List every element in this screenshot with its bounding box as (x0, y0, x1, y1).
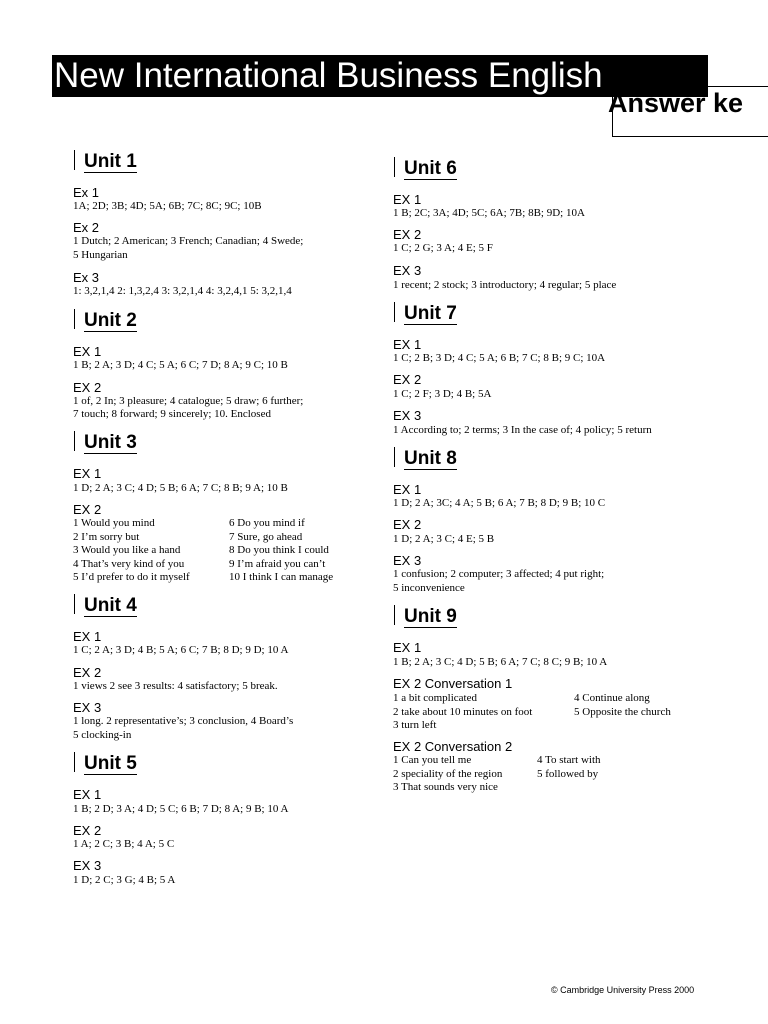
list-item: 4 To start with (537, 754, 601, 766)
unit-4-ex3-answers-line2: 5 clocking-in (73, 729, 132, 741)
unit-3-ex2-left-list (73, 517, 190, 585)
unit-1-ex1-label: Ex 1 (73, 185, 100, 200)
unit-8-heading: Unit 8 (394, 447, 457, 471)
unit-4-ex2-answers: 1 views 2 see 3 results: 4 satisfactory; 5 break. (73, 680, 278, 692)
page-title: New International Business English (52, 55, 708, 97)
unit-3-ex1-label: EX 1 (73, 466, 102, 481)
unit-8-ex1-label: EX 1 (393, 482, 422, 497)
unit-4-ex1-label: EX 1 (73, 629, 102, 644)
list-item: 2 take about 10 minutes on foot (393, 705, 533, 718)
list-item: 3 Would you like a hand (73, 544, 181, 556)
unit-1-ex2-answers-line1: 1 Dutch; 2 American; 3 French; Canadian; 4 Swede; (73, 235, 304, 247)
list-item: 3 turn left (393, 719, 437, 731)
unit-1-ex1-answers: 1A; 2D; 3B; 4D; 5A; 6B; 7C; 8C; 9C; 10B (73, 200, 262, 212)
unit-6-ex1-label: EX 1 (393, 192, 422, 207)
unit-7-ex3-answers: 1 According to; 2 terms; 3 In the case of; 4 policy; 5 return (393, 424, 652, 436)
unit-6-ex2-label: EX 2 (393, 227, 422, 242)
unit-7-ex1-label: EX 1 (393, 337, 422, 352)
unit-9-conv1-right-list (574, 692, 671, 719)
unit-3-heading: Unit 3 (74, 431, 137, 455)
list-item: 2 speciality of the region (393, 767, 503, 780)
unit-2-ex1-answers: 1 B; 2 A; 3 D; 4 C; 5 A; 6 C; 7 D; 8 A; 9 C; 10 B (73, 359, 288, 371)
list-item: 10 I think I can manage (229, 571, 334, 583)
unit-4-ex2-label: EX 2 (73, 665, 102, 680)
unit-8-ex3-label: EX 3 (393, 553, 422, 568)
list-item: 5 Opposite the church (574, 705, 671, 718)
list-item: 2 I’m sorry but (73, 530, 140, 543)
list-item: 4 Continue along (574, 692, 650, 704)
unit-5-ex3-label: EX 3 (73, 858, 102, 873)
unit-6-ex1-answers: 1 B; 2C; 3A; 4D; 5C; 6A; 7B; 8B; 9D; 10A (393, 207, 585, 219)
list-item: 3 That sounds very nice (393, 781, 498, 793)
unit-8-ex3-answers-line2: 5 inconvenience (393, 582, 465, 594)
list-item: 6 Do you mind if (229, 517, 305, 529)
list-item: 1 a bit complicated (393, 692, 477, 704)
unit-5-ex1-answers: 1 B; 2 D; 3 A; 4 D; 5 C; 6 B; 7 D; 8 A; 9 B; 10 A (73, 803, 289, 815)
unit-5-ex2-answers: 1 A; 2 C; 3 B; 4 A; 5 C (73, 838, 175, 850)
unit-7-ex2-label: EX 2 (393, 372, 422, 387)
answer-key-heading: Answer ke (608, 88, 744, 118)
unit-1-ex3-answers: 1: 3,2,1,4 2: 1,3,2,4 3: 3,2,1,4 4: 3,2,4,1 5: 3,2,1,4 (73, 285, 292, 297)
unit-1-heading: Unit 1 (74, 150, 137, 174)
unit-9-conv1-left-list (393, 692, 532, 733)
unit-6-ex3-answers: 1 recent; 2 stock; 3 introductory; 4 regular; 5 place (393, 279, 617, 291)
list-item: 8 Do you think I could (229, 544, 329, 556)
unit-6-ex3-label: EX 3 (393, 263, 422, 278)
list-item: 4 That’s very kind of you (73, 557, 185, 570)
unit-2-heading: Unit 2 (74, 309, 137, 333)
unit-1-ex2-answers-line2: 5 Hungarian (73, 249, 128, 261)
unit-2-ex2-label: EX 2 (73, 380, 102, 395)
unit-4-ex3-answers-line1: 1 long. 2 representative’s; 3 conclusion, 4 Board’s (73, 715, 294, 727)
unit-9-ex1-label: EX 1 (393, 640, 422, 655)
unit-5-ex3-answers: 1 D; 2 C; 3 G; 4 B; 5 A (73, 874, 176, 886)
unit-3-ex2-right-list (229, 517, 333, 585)
unit-2-ex1-label: EX 1 (73, 344, 102, 359)
unit-9-conv2-left-list (393, 754, 502, 795)
copyright-notice: © Cambridge University Press 2000 (551, 985, 695, 995)
unit-9-conversation-1-label: EX 2 Conversation 1 (393, 676, 513, 691)
unit-2-ex2-answers-line1: 1 of, 2 In; 3 pleasure; 4 catalogue; 5 draw; 6 further; (73, 395, 304, 407)
unit-5-ex2-label: EX 2 (73, 823, 102, 838)
unit-8-ex1-answers: 1 D; 2 A; 3C; 4 A; 5 B; 6 A; 7 B; 8 D; 9 B; 10 C (393, 497, 606, 509)
unit-3-ex2-label: EX 2 (73, 502, 102, 517)
unit-1-ex3-label: Ex 3 (73, 270, 100, 285)
unit-4-ex3-label: EX 3 (73, 700, 102, 715)
unit-7-ex1-answers: 1 C; 2 B; 3 D; 4 C; 5 A; 6 B; 7 C; 8 B; 9 C; 10A (393, 352, 606, 364)
unit-8-ex2-label: EX 2 (393, 517, 422, 532)
list-item: 1 Can you tell me (393, 754, 472, 766)
unit-9-ex1-answers: 1 B; 2 A; 3 C; 4 D; 5 B; 6 A; 7 C; 8 C; 9 B; 10 A (393, 656, 608, 668)
list-item: 7 Sure, go ahead (229, 530, 303, 543)
unit-6-heading: Unit 6 (394, 157, 457, 181)
list-item: 1 Would you mind (73, 517, 155, 529)
unit-9-conv2-right-list (537, 754, 601, 781)
unit-9-conversation-2-label: EX 2 Conversation 2 (393, 739, 513, 754)
unit-7-ex2-answers: 1 C; 2 F; 3 D; 4 B; 5A (393, 388, 492, 400)
unit-7-ex3-label: EX 3 (393, 408, 422, 423)
unit-7-heading: Unit 7 (394, 302, 457, 326)
unit-5-ex1-label: EX 1 (73, 787, 102, 802)
unit-9-heading: Unit 9 (394, 605, 457, 629)
list-item: 5 followed by (537, 767, 599, 780)
unit-3-ex1-answers: 1 D; 2 A; 3 C; 4 D; 5 B; 6 A; 7 C; 8 B; 9 A; 10 B (73, 482, 288, 494)
unit-6-ex2-answers: 1 C; 2 G; 3 A; 4 E; 5 F (393, 242, 493, 254)
list-item: 5 I’d prefer to do it myself (73, 571, 190, 583)
unit-2-ex2-answers-line2: 7 touch; 8 forward; 9 sincerely; 10. Enclosed (73, 408, 271, 420)
unit-5-heading: Unit 5 (74, 752, 137, 776)
unit-1-ex2-label: Ex 2 (73, 220, 100, 235)
unit-4-ex1-answers: 1 C; 2 A; 3 D; 4 B; 5 A; 6 C; 7 B; 8 D; 9 D; 10 A (73, 644, 289, 656)
unit-4-heading: Unit 4 (74, 594, 137, 618)
list-item: 9 I’m afraid you can’t (229, 557, 326, 570)
unit-8-ex3-answers-line1: 1 confusion; 2 computer; 3 affected; 4 put right; (393, 568, 605, 580)
unit-8-ex2-answers: 1 D; 2 A; 3 C; 4 E; 5 B (393, 533, 495, 545)
